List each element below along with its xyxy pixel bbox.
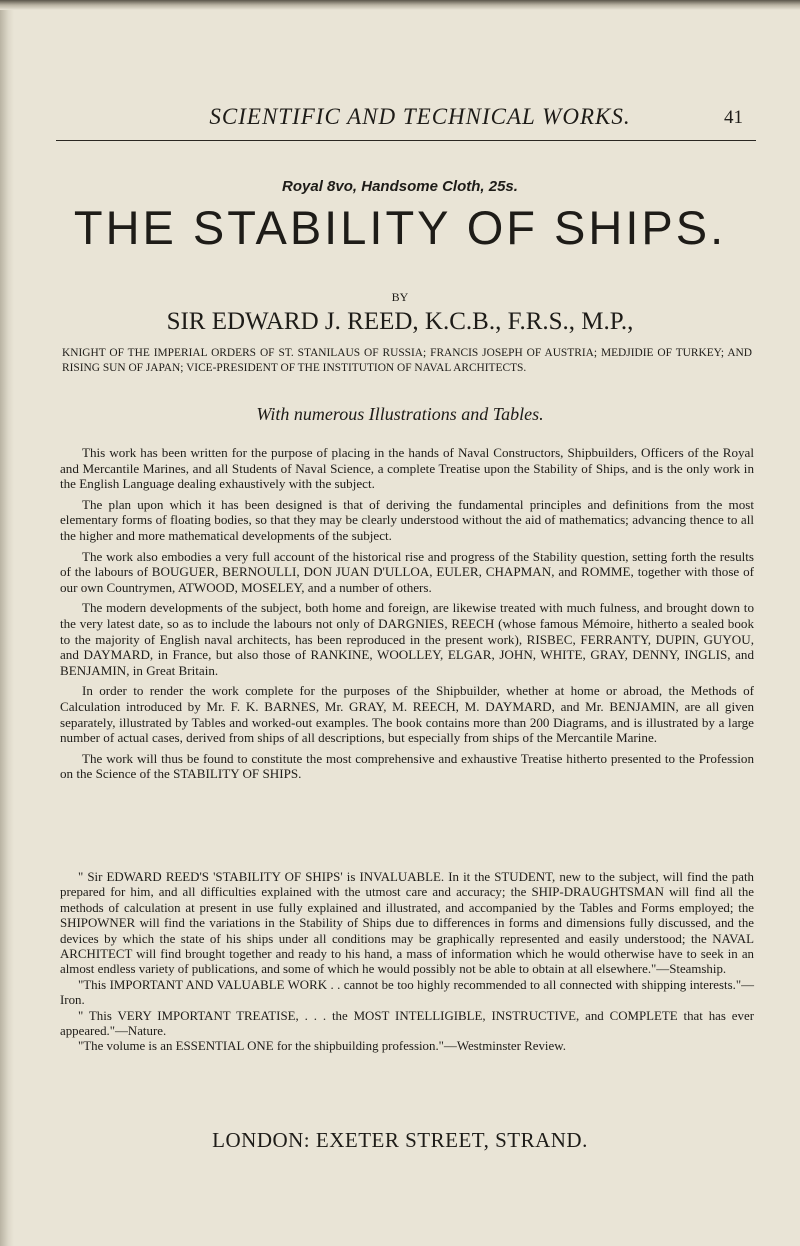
publisher-imprint: LONDON: EXETER STREET, STRAND. <box>212 1128 588 1152</box>
page-number: 41 <box>724 107 743 128</box>
by-line: BY <box>391 290 409 304</box>
description-paragraph: The modern developments of the subject, both home and foreign, are likewise treated with much fulness, and brought down to the very latest date, so as to include the labours not only of DARGNIES, REECH (whose famous Mémoire, hitherto a sealed book to the majority of English naval architects, has been reproduced in the present work), RISBEC, FERRANTY, DUPIN, GUYOU, and DAYMARD, in France, but also those of RANKINE, WOOLLEY, ELGAR, JOHN, WHITE, GRAY, DENNY, INGLIS, and BENJAMIN, in Great Britain. <box>60 600 754 678</box>
press-reviews <box>60 870 754 1055</box>
page-top-shadow <box>0 0 800 10</box>
description-paragraph: In order to render the work complete for the purposes of the Shipbuilder, whether at home or abroad, the Methods of Calculation introduced by Mr. F. K. BARNES, Mr. GRAY, M. REECH, M. DAYMARD, and Mr. BENJAMIN, are all given separately, illustrated by Tables and worked-out examples. The book contains more than 200 Diagrams, and is illustrated by a large number of actual cases, derived from ships of all descriptions, but especially from ships of the Mercantile Marine. <box>60 683 754 746</box>
description-paragraph: The plan upon which it has been designed is that of deriving the fundamental principles and definitions from the most elementary forms of floating bodies, so that they may be clearly understood without the aid of mathematics; advancing thence to all the higher and more mathematical developments of the subject. <box>60 496 754 543</box>
review-quote: " Sir EDWARD REED'S 'STABILITY OF SHIPS' is INVALUABLE. In it the STUDENT, new to the subject, will find the path prepared for him, and all difficulties explained with the utmost care and accuracy; the SHIP-DRAUGHTSMAN will find all the methods of calculation at present in use fully explained and illustrated, and accompanied by the Tables and Forms employed; the SHIPOWNER will find the variations in the Stability of Ships due to differences in forms and dimensions fully discussed, and the devices by which the state of his ships under all conditions may be graphically represented and easily understood; the NAVAL ARCHITECT will find brought together and ready to his hand, a mass of information which he would otherwise have to seek in an almost endless variety of publications, and some of which he would possibly not be able to obtain at all elsewhere."—Steamship. <box>60 870 754 977</box>
header-rule <box>56 140 756 141</box>
description-paragraph: The work also embodies a very full account of the historical rise and progress of the Stability question, setting forth the results of the labours of BOUGUER, BERNOULLI, DON JUAN D'ULLOA, EULER, CHAPMAN, and ROMME, together with those of our own Countrymen, ATWOOD, MOSELEY, and a number of others. <box>60 548 754 595</box>
author-titles: KNIGHT OF THE IMPERIAL ORDERS OF ST. STANILAUS OF RUSSIA; FRANCIS JOSEPH OF AUSTRIA; MEDJIDIE OF TURKEY; AND RISING SUN OF JAPAN; VICE-PRESIDENT OF THE INSTITUTION OF NAVAL ARCHITECTS. <box>62 347 752 374</box>
description-text <box>60 445 754 787</box>
description-paragraph: The work will thus be found to constitute the most comprehensive and exhaustive Treatise hitherto presented to the Profession on the Science of the STABILITY OF SHIPS. <box>60 750 754 782</box>
illustrations-line: With numerous Illustrations and Tables. <box>256 404 544 424</box>
review-quote: "The volume is an ESSENTIAL ONE for the shipbuilding profession."—Westminster Review. <box>78 1039 566 1054</box>
running-head: SCIENTIFIC AND TECHNICAL WORKS. <box>209 104 631 129</box>
author-name: SIR EDWARD J. REED, K.C.B., F.R.S., M.P., <box>166 308 634 335</box>
review-quote: "This IMPORTANT AND VALUABLE WORK . . cannot be too highly recommended to all connected with shipping interests."—Iron. <box>60 977 754 1008</box>
binding-price: Royal 8vo, Handsome Cloth, 25s. <box>282 178 518 195</box>
book-title: THE STABILITY OF SHIPS. <box>73 201 727 254</box>
description-paragraph: This work has been written for the purpose of placing in the hands of Naval Constructors, Shipbuilders, Officers of the Royal and Mercantile Marines, and all Students of Naval Science, a complete Treatise upon the Stability of Ships, and is the only work in the English Language dealing exhaustively with the subject. <box>60 445 754 492</box>
review-quote: " This VERY IMPORTANT TREATISE, . . . the MOST INTELLIGIBLE, INSTRUCTIVE, and COMPLETE that has ever appeared."—Nature. <box>60 1008 754 1039</box>
